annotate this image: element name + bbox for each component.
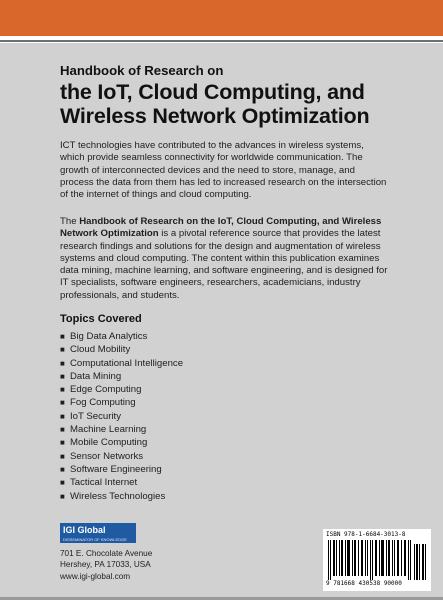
topic-label: Edge Computing	[70, 384, 142, 396]
barcode-digits	[326, 580, 428, 587]
list-item	[60, 370, 183, 383]
topic-label: Tactical Internet	[70, 477, 138, 489]
description-paragraph-1: ICT technologies have contributed to the advances in wireless systems, which provide seamless connectivity for worldwide communication. The growth of interconnected devices and the need to store, manage, and process the data from them has led to increased research on the intersection of the internet of things and cloud computing.	[60, 140, 387, 201]
barcode-number: 9 781668 430538	[326, 580, 381, 587]
address-line-2: Hershey, PA 17033, USA	[60, 560, 151, 570]
bullet-icon: ■	[60, 385, 65, 395]
bullet-icon: ■	[60, 332, 65, 341]
address-line-1: 701 E. Chocolate Avenue	[60, 549, 153, 558]
list-item	[60, 357, 183, 370]
list-item	[60, 450, 183, 463]
bullet-icon: ■	[60, 398, 65, 408]
publisher-logo: IGI Global	[60, 523, 136, 537]
isbn-number: ISBN 978-1-6684-3013-8	[326, 531, 406, 538]
bullet-icon: ■	[60, 491, 65, 501]
list-item	[60, 330, 183, 343]
bullet-icon: ■	[60, 438, 65, 448]
orange-top-band	[0, 0, 443, 36]
list-item	[60, 343, 183, 356]
list-item	[60, 476, 183, 489]
book-subtitle: Handbook of Research on	[60, 63, 224, 78]
bullet-icon: ■	[60, 425, 65, 435]
bullet-icon: ■	[60, 478, 65, 488]
publisher-logo-tagline: DISSEMINATOR OF KNOWLEDGE	[60, 537, 136, 543]
topic-label: Computational Intelligence	[70, 357, 184, 369]
list-item	[60, 423, 183, 436]
list-item	[60, 396, 183, 409]
bullet-icon: ■	[60, 345, 65, 355]
topic-label: Software Engineering	[70, 463, 162, 475]
paragraph-lead: The	[60, 216, 80, 227]
bullet-icon: ■	[60, 411, 65, 421]
topics-heading: Topics Covered	[60, 313, 142, 325]
list-item	[60, 383, 183, 396]
bullet-icon: ■	[60, 451, 65, 461]
topic-label: IoT Security	[70, 410, 122, 422]
topic-label: Fog Computing	[70, 397, 136, 409]
publisher-address	[60, 548, 152, 582]
topic-label: Big Data Analytics	[70, 331, 148, 342]
isbn-barcode	[323, 529, 431, 591]
description-paragraph-2	[60, 216, 390, 302]
list-item	[60, 436, 183, 449]
barcode-icon	[326, 540, 428, 580]
bullet-icon: ■	[60, 464, 65, 474]
list-item	[60, 463, 183, 476]
divider	[0, 40, 443, 42]
list-item	[60, 490, 183, 503]
book-title-inline: Handbook of Research on the IoT, Cloud Computing, and Wireless Network Optimization	[60, 216, 382, 240]
book-title: the IoT, Cloud Computing, and Wireless Network Optimization	[60, 80, 370, 128]
topic-label: Sensor Networks	[70, 450, 144, 462]
topic-label: Wireless Technologies	[70, 490, 166, 502]
bullet-icon: ■	[60, 358, 65, 368]
publisher-website: www.igi-global.com	[60, 571, 131, 581]
topic-label: Data Mining	[70, 370, 122, 382]
bullet-icon: ■	[60, 371, 65, 381]
topics-list	[60, 330, 183, 503]
price-code: 90000	[383, 580, 402, 587]
paragraph-body: is a pivotal reference source that provides the latest research findings and solutions for the design and augmentation of wireless systems and cloud computing. The content within this publication examines data mining, machine learning, and software engineering, and is designed for IT specialists, software engineers, researchers, academicians, industry professionals, and students.	[60, 228, 388, 301]
topic-label: Mobile Computing	[70, 437, 148, 449]
topic-label: Cloud Mobility	[70, 344, 131, 356]
list-item	[60, 410, 183, 423]
topic-label: Machine Learning	[70, 424, 147, 436]
